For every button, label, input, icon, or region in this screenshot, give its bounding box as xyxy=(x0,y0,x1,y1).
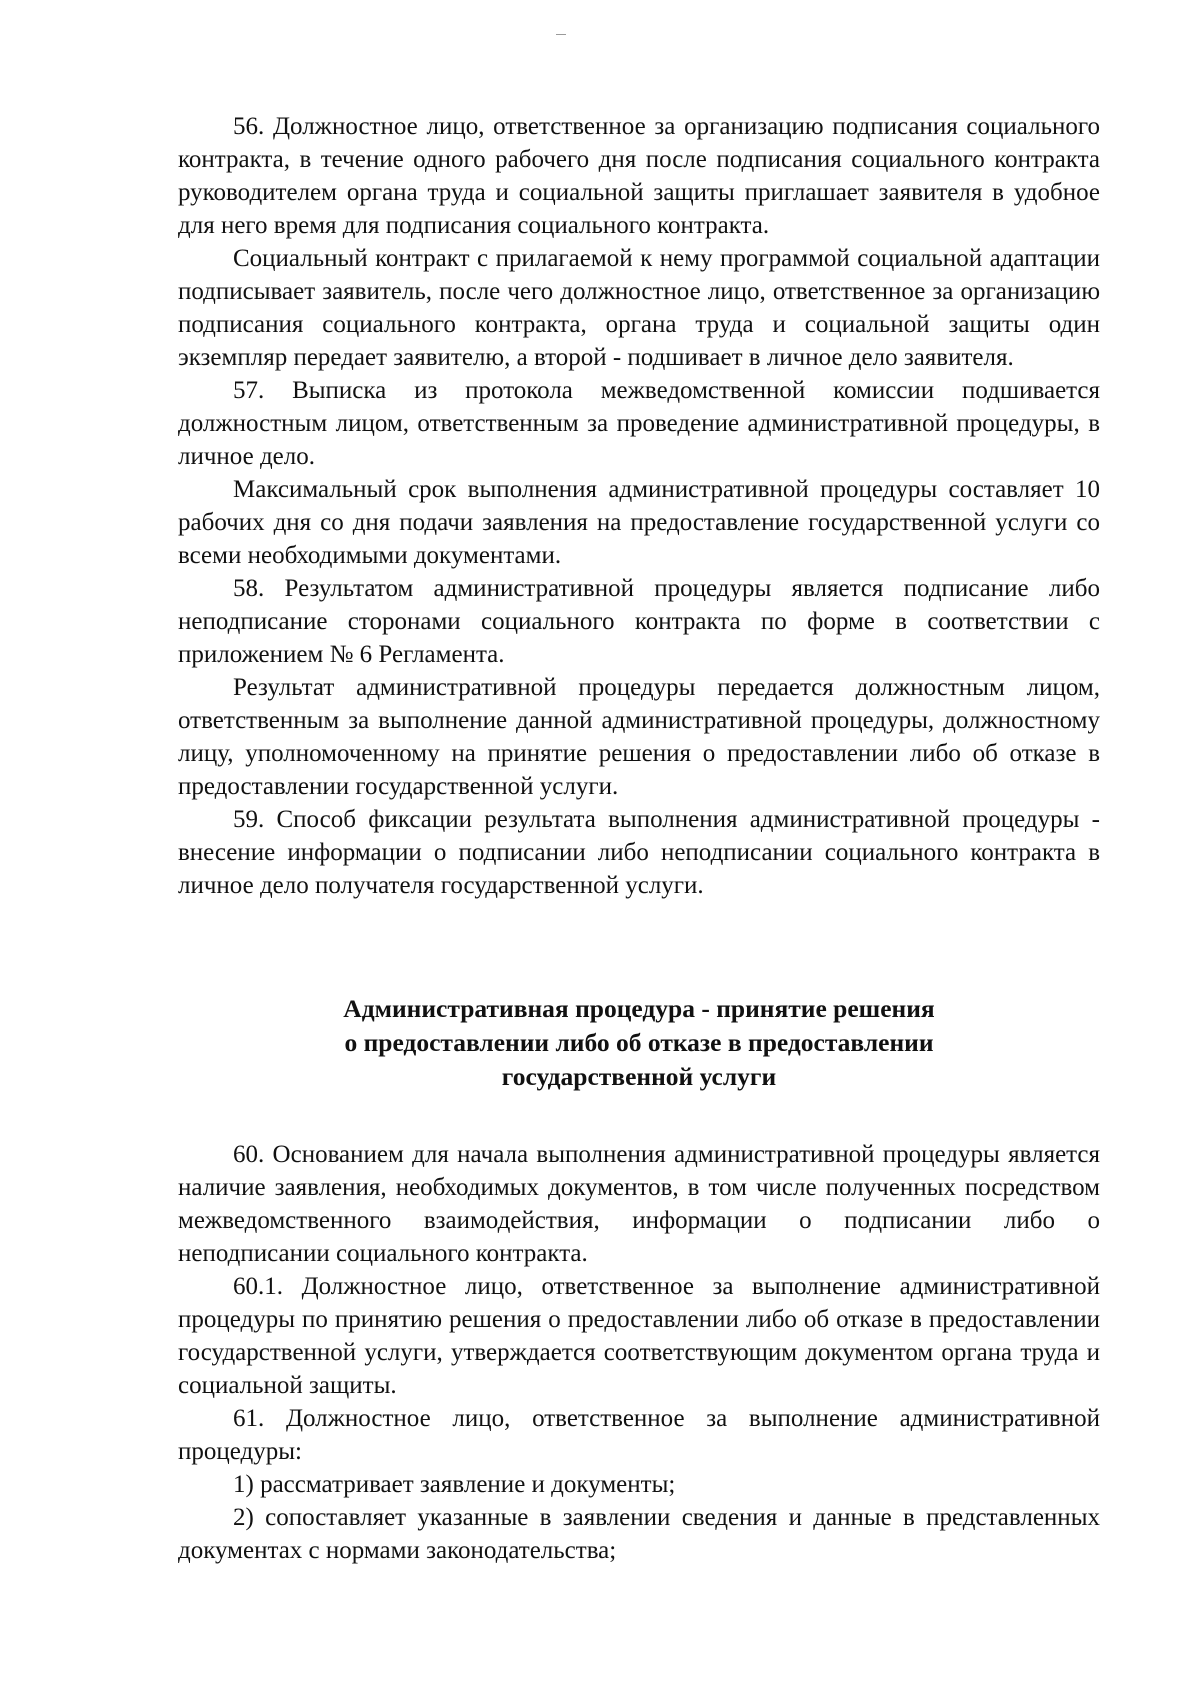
list-item-1: 1) рассматривает заявление и документы; xyxy=(233,1471,676,1498)
paragraph-56: 56. Должностное лицо, ответственное за организацию подписания социального контракта, в течение одного рабочего дня после подписания социального контракта руководителем органа труда и социальной защиты приглашает заявителя в удобное для него время для подписания социального контракта. xyxy=(178,113,1100,239)
paragraph-result-transfer: Результат административной процедуры передается должностным лицом, ответственным за выполнение данной административной процедуры, должностному лицу, уполномоченному на принятие решения о предоставлении либо об отказе в предоставлении государственной услуги. xyxy=(178,674,1100,800)
paragraph-60: 60. Основанием для начала выполнения административной процедуры является наличие заявления, необходимых документов, в том числе полученных посредством межведомственного взаимодействия, информации о подписании либо о неподписании социального контракта. xyxy=(178,1141,1100,1267)
heading-line-3: государственной услуги xyxy=(501,1062,777,1091)
paragraph-social-contract-signing: Социальный контракт с прилагаемой к нему программой социальной адаптации подписывает заявитель, после чего должностное лицо, ответственное за организацию подписания социального контракта, органа труда и социальной защиты один экземпляр передает заявителю, а второй - подшивает в личное дело заявителя. xyxy=(178,245,1100,371)
document-body xyxy=(178,110,1100,1567)
heading-line-2: о предоставлении либо об отказе в предоставлении xyxy=(344,1028,934,1057)
paragraph-61: 61. Должностное лицо, ответственное за выполнение административной процедуры: xyxy=(178,1405,1100,1465)
paragraph-59: 59. Способ фиксации результата выполнения административной процедуры - внесение информации о подписании либо неподписании социального контракта в личное дело получателя государственной услуги. xyxy=(178,806,1100,899)
list-item-2: 2) сопоставляет указанные в заявлении сведения и данные в представленных документах с нормами законодательства; xyxy=(178,1504,1100,1564)
paragraph-60-1: 60.1. Должностное лицо, ответственное за выполнение административной процедуры по принятию решения о предоставлении либо об отказе в предоставлении государственной услуги, утверждается соответствующим документом органа труда и социальной защиты. xyxy=(178,1273,1100,1399)
paragraph-58: 58. Результатом административной процедуры является подписание либо неподписание сторонами социального контракта по форме в соответствии с приложением № 6 Регламента. xyxy=(178,575,1100,668)
scan-mark xyxy=(556,34,566,35)
paragraph-57: 57. Выписка из протокола межведомственной комиссии подшивается должностным лицом, ответственным за проведение административной процедуры, в личное дело. xyxy=(178,377,1100,470)
heading-line-1: Административная процедура - принятие решения xyxy=(343,994,935,1023)
paragraph-max-term: Максимальный срок выполнения административной процедуры составляет 10 рабочих дня со дня подачи заявления на предоставление государственной услуги со всеми необходимыми документами. xyxy=(178,476,1100,569)
section-heading xyxy=(178,992,1100,1094)
